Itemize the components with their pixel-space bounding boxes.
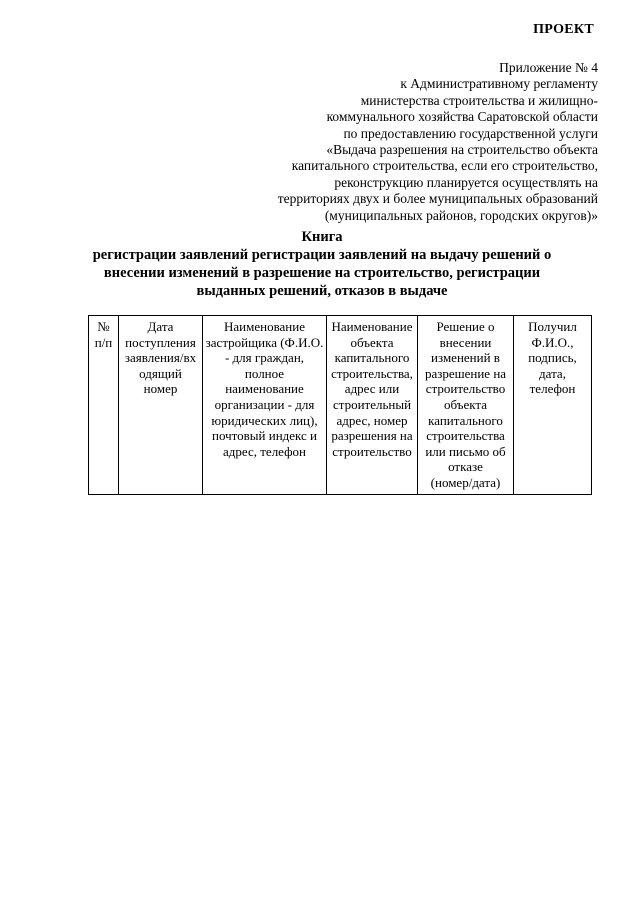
- appendix-note: [178, 60, 598, 224]
- appendix-line: по предоставлению государственной услуги: [343, 125, 598, 141]
- column-header-date: Дата поступления заявления/вх одящий номер: [119, 316, 203, 495]
- title-line: выданных решений, отказов в выдаче: [196, 283, 448, 299]
- appendix-line: «Выдача разрешения на строительство объекта: [326, 142, 598, 158]
- appendix-line: территориях двух и более муниципальных образований: [277, 191, 598, 207]
- title-line: внесении изменений в разрешение на строительство, регистрации: [103, 265, 541, 281]
- column-header-decision: Решение о внесении изменений в разрешение на строительство объекта капитального строительства или письмо об отказе (номер/дата): [418, 316, 514, 495]
- appendix-line: Приложение № 4: [499, 60, 598, 75]
- register-table: [88, 315, 592, 495]
- draft-stamp: ПРОЕКТ: [533, 22, 594, 37]
- appendix-line: реконструкцию планируется осуществлять на: [334, 174, 598, 190]
- title-line: регистрации заявлений регистрации заявлений на выдачу решений о: [92, 247, 552, 263]
- column-header-developer: Наименование застройщика (Ф.И.О. - для граждан, полное наименование организации - для юридических лиц), почтовый индекс и адрес, телефон: [203, 316, 327, 495]
- title-line: Книга: [301, 229, 343, 245]
- column-header-received: Получил Ф.И.О., подпись, дата, телефон: [514, 316, 592, 495]
- appendix-line: (муниципальных районов, городских округов)»: [324, 207, 598, 223]
- column-header-object: Наименование объекта капитального строительства, адрес или строительный адрес, номер разрешения на строительство: [327, 316, 418, 495]
- document-title: [60, 228, 584, 300]
- appendix-line: к Административному регламенту: [400, 76, 598, 92]
- table-header-row: [89, 316, 592, 495]
- appendix-line: коммунального хозяйства Саратовской области: [326, 109, 598, 125]
- appendix-line: капитального строительства, если его строительство,: [291, 158, 598, 174]
- appendix-line: министерства строительства и жилищно-: [360, 92, 598, 108]
- column-header-number: № п/п: [89, 316, 119, 495]
